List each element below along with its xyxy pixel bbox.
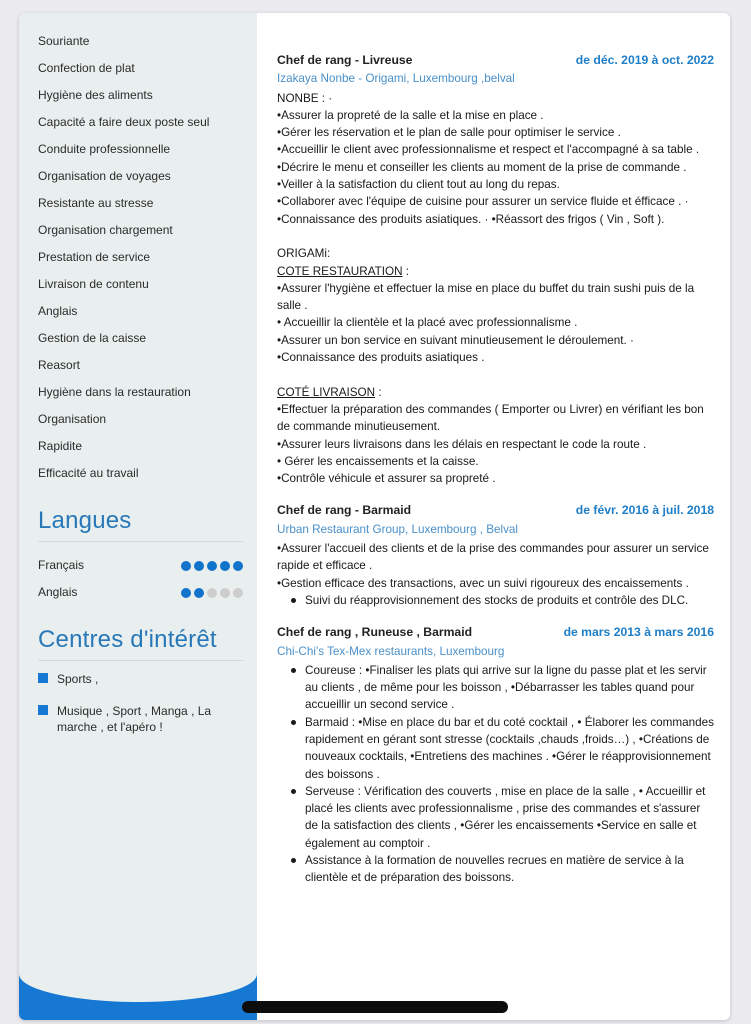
subheading-colon: :: [375, 385, 382, 399]
skills-list: [38, 28, 243, 487]
interests-heading: Centres d'intérêt: [38, 626, 217, 653]
level-dot: [233, 588, 243, 598]
interests-divider: [38, 660, 243, 661]
skill-item: Reasort: [38, 358, 81, 372]
skill-item: Capacité a faire deux poste seul: [38, 115, 210, 129]
experience-line: • Accueillir la clientèle et la placé avec professionnalisme .: [277, 316, 578, 330]
bullet-icon: [291, 789, 296, 794]
experience-dates: de déc. 2019 à oct. 2022: [575, 53, 714, 67]
language-row: [38, 579, 243, 606]
skill-item: Organisation de voyages: [38, 169, 171, 183]
bullet-icon: [291, 598, 296, 603]
sidebar-footer-curve: [19, 962, 257, 1020]
experience-line: •Assurer leurs livraisons dans les délais en respectant le code la route .: [277, 437, 647, 451]
experience-line: •Assurer l'accueil des clients et de la prise des commandes pour assurer un service rapide et efficace .: [277, 542, 709, 573]
experience-dates: de févr. 2016 à juil. 2018: [575, 503, 714, 518]
experience-company: Urban Restaurant Group, Luxembourg , Belval: [277, 522, 519, 536]
level-dot: [220, 588, 230, 598]
experience-section: [257, 13, 730, 1020]
language-row: [38, 552, 243, 579]
square-bullet-icon: [38, 673, 48, 683]
cv-page: [19, 13, 730, 1020]
skill-item: Confection de plat: [38, 61, 135, 75]
experience-line: •Gérer les réservation et le plan de salle pour optimiser le service .: [277, 126, 621, 140]
underlined-subheading: [277, 263, 714, 280]
experience-line: ORIGAMi:: [277, 247, 331, 261]
bullet-text: Suivi du réapprovisionnement des stocks de produits et contrôle des DLC.: [305, 593, 689, 607]
experience-header: [277, 624, 714, 641]
level-dot: [181, 588, 191, 598]
subheading-text: COTÉ LIVRAISON: [277, 385, 376, 399]
experience-line: •Gestion efficace des transactions, avec un suivi rigoureux des encaissements .: [277, 576, 689, 590]
experience-line: •Accueillir le client avec professionnalisme et respect et l'accompagné à sa table .: [277, 143, 700, 157]
skill-item: Livraison de contenu: [38, 277, 149, 291]
experience-line: •Assurer un bon service en suivant minutieusement le déroulement. · •Connaissance des produits asiatiques .: [277, 333, 634, 365]
skill-item: Rapidite: [38, 439, 83, 453]
level-dot: [233, 561, 243, 571]
level-dot: [181, 561, 191, 571]
experience-company: Chi-Chi's Tex-Mex restaurants, Luxembourg: [277, 644, 505, 658]
bullet-icon: [291, 668, 296, 673]
experience-line: •Collaborer avec l'équipe de cuisine pour assurer un service fluide et éfficace . ·: [277, 195, 689, 209]
bullet-list-item: [277, 852, 714, 887]
skill-item: Efficacité au travail: [38, 466, 139, 480]
experience-line: •Assurer la propreté de la salle et la mise en place .: [277, 108, 544, 122]
experience-line: •Contrôle véhicule et assurer sa propreté .: [277, 472, 496, 486]
experience-line: • Gérer les encaissements et la caisse.: [277, 454, 479, 468]
cv-sidebar: [19, 13, 257, 1020]
skill-item: Anglais: [38, 304, 78, 318]
experience-line: •Assurer l'hygiène et effectuer la mise en place du buffet du train sushi puis de la salle .: [277, 281, 695, 313]
bullet-icon: [291, 720, 296, 725]
experience-title: Chef de rang , Runeuse , Barmaid: [277, 625, 473, 640]
level-dot: [207, 588, 217, 598]
level-dot: [194, 588, 204, 598]
level-dot: [194, 561, 204, 571]
language-name: Français: [38, 558, 85, 572]
skill-item: Prestation de service: [38, 250, 151, 264]
experience-company: Izakaya Nonbe - Origami, Luxembourg ,belval: [277, 72, 515, 86]
bullet-text: Barmaid : •Mise en place du bar et du coté cocktail , • Élaborer les commandes rapidement en gérant sont stresse (cocktails ,chauds ,froids…) , •Créations de nouveaux cocktails, •Entretiens des machines . •Gérer le réapprovisionnement des boissons .: [305, 715, 714, 781]
interest-item: [38, 703, 243, 735]
experience-line: •Connaissance des produits asiatiques. · •Réassort des frigos ( Vin , Soft ).: [277, 212, 665, 226]
experience-entry: [277, 502, 714, 609]
skill-item: Gestion de la caisse: [38, 331, 147, 345]
home-indicator-bar[interactable]: [242, 1001, 508, 1013]
interest-label: Sports ,: [57, 672, 99, 686]
skill-item: Organisation chargement: [38, 223, 173, 237]
bullet-text: Serveuse : Vérification des couverts , mise en place de la salle , • Accueillir et placé les clients avec professionnalisme , prise des commandes et s'assurer de la satisfaction des clients , •Gérer les encaissements •Service en salle et également au comptoir .: [305, 784, 706, 850]
bullet-list-item: [277, 662, 714, 714]
bullet-list-item: [277, 714, 714, 783]
level-dot: [207, 561, 217, 571]
language-level-dots: [181, 588, 243, 598]
level-dot: [220, 561, 230, 571]
experience-header: [277, 502, 714, 519]
interest-item: [38, 671, 243, 687]
skill-item: Hygiène dans la restauration: [38, 385, 191, 399]
blank-line: [277, 366, 714, 383]
skill-item: Conduite professionnelle: [38, 142, 171, 156]
experience-line: •Décrire le menu et conseiller les clients au moment de la prise de commande . •Veiller à la satisfaction du client tout au long du repas.: [277, 160, 687, 192]
subheading-text: COTE RESTAURATION: [277, 264, 403, 278]
interests-list: [38, 671, 243, 735]
experience-dates: de mars 2013 à mars 2016: [563, 625, 714, 640]
experience-line: NONBE : ·: [277, 91, 333, 105]
bullet-list-item: [277, 783, 714, 852]
bullet-icon: [291, 858, 296, 863]
skill-item: Resistante au stresse: [38, 196, 154, 210]
underlined-subheading: [277, 384, 714, 401]
skill-item: Organisation: [38, 412, 107, 426]
subheading-colon: :: [402, 264, 410, 278]
language-name: Anglais: [38, 585, 78, 599]
bullet-text: Coureuse : •Finaliser les plats qui arrive sur la ligne du passe plat et les servir au clients , de même pour les boisson , •Débarrasser les tables quand pour accueillir un second service .: [305, 663, 707, 712]
experience-title: Chef de rang - Livreuse: [277, 53, 413, 67]
languages-heading: Langues: [38, 507, 132, 534]
blank-line: [277, 228, 714, 245]
bullet-text: Assistance à la formation de nouvelles recrues en matière de service à la clientèle et de préparation des boissons.: [305, 854, 684, 885]
experience-line: •Effectuer la préparation des commandes ( Emporter ou Livrer) en vérifiant les bon de commande minutieusement.: [277, 402, 704, 434]
experience-entry: [277, 52, 714, 487]
language-level-dots: [181, 561, 243, 571]
skill-item: Souriante: [38, 34, 90, 48]
bullet-list-item: [277, 592, 714, 609]
experience-header: [277, 52, 714, 69]
footer-curve-shape: [19, 962, 257, 1002]
skill-item: Hygiène des aliments: [38, 88, 153, 102]
languages-list: [38, 552, 243, 606]
square-bullet-icon: [38, 705, 48, 715]
experience-entry: [277, 624, 714, 886]
experience-title: Chef de rang - Barmaid: [277, 503, 412, 518]
interest-label: Musique , Sport , Manga , La marche , et l'apéro !: [57, 704, 212, 734]
languages-divider: [38, 541, 243, 542]
